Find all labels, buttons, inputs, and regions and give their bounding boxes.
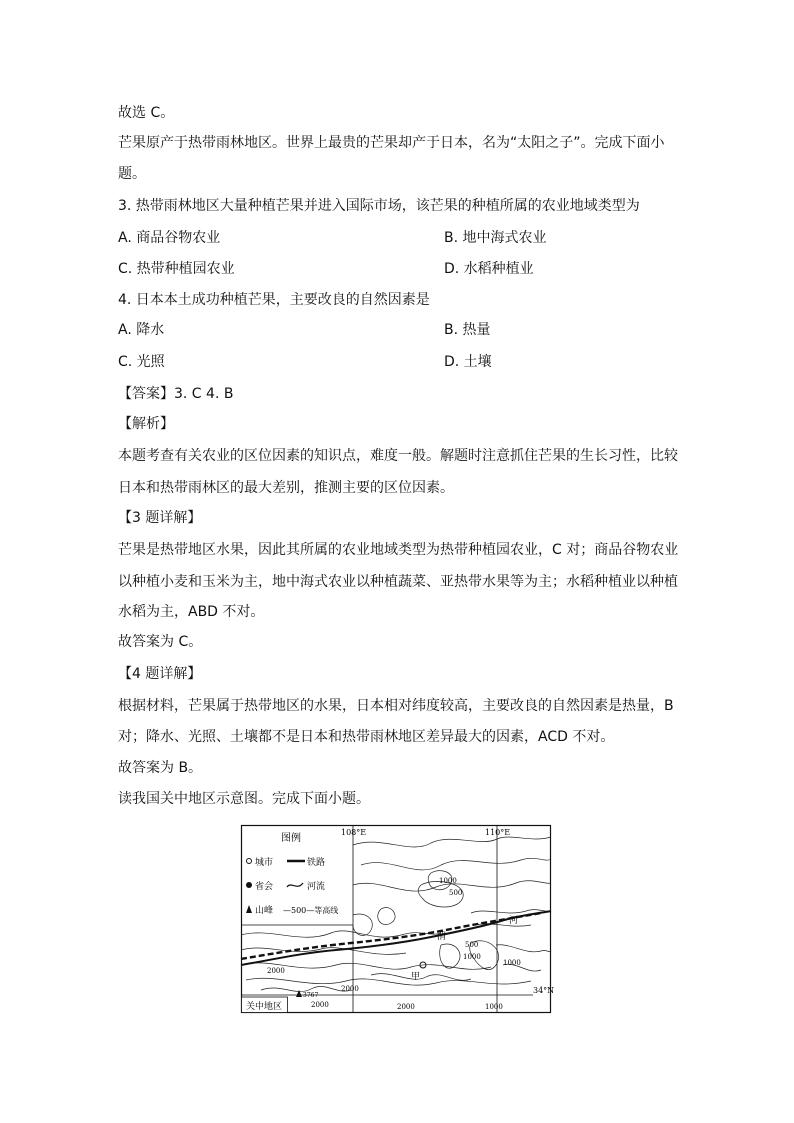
- legend-rail: 铁路: [307, 858, 326, 868]
- detail-3-answer: 故答案为 C。: [118, 634, 203, 650]
- contour-label: 2000: [311, 1001, 329, 1009]
- legend-city: 城市: [255, 858, 274, 868]
- contour-label: 500: [449, 889, 463, 897]
- option-a: A. 商品谷物农业: [118, 230, 221, 246]
- latitude-34: 34°N: [533, 986, 555, 995]
- legend-contour: —500—等高线: [283, 906, 339, 915]
- option-d: D. 水稻种植业: [444, 261, 534, 277]
- question-4: 4. 日本本土成功种植芒果，主要改良的自然因素是: [118, 292, 430, 308]
- detail-3-text: 芒果是热带地区水果，因此其所属的农业地域类型为热带种植园农业，C 对；商品谷物农业: [118, 542, 679, 558]
- detail-4-answer: 故答案为 B。: [118, 760, 203, 776]
- legend-title: 图例: [281, 833, 301, 844]
- legend-capital: 省会: [255, 882, 274, 892]
- capital-marker-icon: [246, 882, 252, 888]
- map-intro: 读我国关中地区示意图。完成下面小题。: [118, 791, 370, 807]
- region-label: 关中地区: [246, 1002, 283, 1012]
- river-label: 河: [509, 916, 519, 926]
- detail-4-text: 根据材料，芒果属于热带地区的水果，日本相对纬度较高，主要改良的自然因素是热量，B: [118, 698, 674, 714]
- detail-3-text: 水稻为主，ABD 不对。: [118, 604, 265, 620]
- question-3: 3. 热带雨林地区大量种植芒果并进入国际市场，该芒果的种植所属的农业地域类型为: [118, 198, 640, 214]
- text-line: 芒果原产于热带雨林地区。世界上最贵的芒果却产于日本，名为“太阳之子”。完成下面小: [118, 135, 665, 151]
- option-b: B. 热量: [444, 322, 491, 338]
- text-line: 题。: [118, 166, 146, 182]
- detail-3-text: 以种植小麦和玉米为主，地中海式农业以种植蔬菜、亚热带水果等为主；水稻种植业以种植: [118, 574, 678, 590]
- legend-river: 河流: [307, 882, 326, 892]
- detail-4-text: 对；降水、光照、土壤都不是日本和热带雨林地区差异最大的因素，ACD 不对。: [118, 729, 615, 745]
- contour-label: 1000: [485, 1003, 503, 1011]
- legend-peak: 山峰: [255, 906, 274, 916]
- peak-height: 3767: [303, 992, 319, 999]
- text-line: 故选 C。: [118, 105, 175, 121]
- option-a: A. 降水: [118, 322, 165, 338]
- option-c: C. 热带种植园农业: [118, 261, 235, 277]
- contour-label: 2000: [341, 985, 359, 993]
- contour-label: 2000: [267, 967, 285, 975]
- answer-line: 【答案】3. C 4. B: [118, 386, 234, 402]
- river-label: 渭: [437, 932, 447, 942]
- contour-label: 1000: [463, 953, 481, 961]
- contour-label: 1000: [439, 877, 457, 885]
- analysis-text: 日本和热带雨林区的最大差别，推测主要的区位因素。: [118, 480, 454, 496]
- detail-4-heading: 【4 题详解】: [118, 666, 202, 682]
- detail-3-heading: 【3 题详解】: [118, 510, 202, 526]
- analysis-heading: 【解析】: [118, 416, 174, 432]
- contour-label: 2000: [397, 1003, 415, 1011]
- longitude-110: 110°E: [485, 828, 511, 837]
- guanzhong-map: [241, 825, 555, 1013]
- option-b: B. 地中海式农业: [444, 230, 547, 246]
- city-jia-label: 甲: [411, 972, 421, 982]
- longitude-108: 108°E: [341, 828, 367, 837]
- contour-label: 500: [465, 941, 479, 949]
- contour-label: 1000: [503, 959, 521, 967]
- option-c: C. 光照: [118, 354, 165, 370]
- option-d: D. 土壤: [444, 354, 492, 370]
- analysis-text: 本题考查有关农业的区位因素的知识点，难度一般。解题时注意抓住芒果的生长习性，比较: [118, 448, 678, 464]
